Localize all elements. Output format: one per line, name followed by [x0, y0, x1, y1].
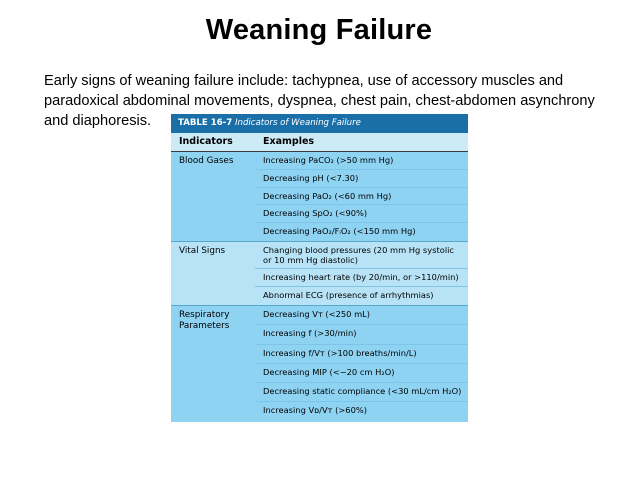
intro-paragraph: Early signs of weaning failure include: tachypnea, use of accessory muscles and paradoxical abdominal movements, dyspnea, chest pain, chest-abdomen asynchrony and diaphoresis.: [44, 73, 595, 129]
table-group-vital-signs: [171, 242, 468, 306]
table-number: TABLE 16-7: [178, 118, 233, 128]
example-item: Decreasing pH (<7.30): [255, 170, 468, 188]
header-examples: Examples: [263, 136, 315, 147]
header-indicators: Indicators: [179, 136, 233, 147]
table-caption: [171, 114, 468, 133]
example-item: Increasing Vᴅ/Vᴛ (>60%): [263, 405, 367, 416]
example-item: Increasing f (>30/min): [255, 325, 468, 344]
example-item: Increasing PaCO₂ (>50 mm Hg): [255, 152, 468, 170]
table-group-blood-gases: [171, 152, 468, 242]
example-item: Decreasing static compliance (<30 mL/cm H₂O): [255, 383, 468, 402]
indicator-label: Respiratory Parameters: [179, 310, 230, 331]
indicator-label: Vital Signs: [179, 246, 226, 256]
example-item: Increasing heart rate (by 20/min, or >110/min): [255, 269, 468, 287]
slide-title: Weaning Failure: [205, 14, 433, 46]
table-name: Indicators of Weaning Failure: [234, 118, 361, 128]
example-item: Decreasing PaO₂ (<60 mm Hg): [255, 188, 468, 206]
example-item: Decreasing SpO₂ (<90%): [255, 205, 468, 223]
indicators-table: [171, 114, 468, 421]
example-item: Decreasing Vᴛ (<250 mL): [255, 306, 468, 325]
example-item: Increasing f/Vᴛ (>100 breaths/min/L): [255, 345, 468, 364]
example-item: Decreasing MIP (<−20 cm H₂O): [255, 364, 468, 383]
example-item: Decreasing PaO₂/FᵢO₂ (<150 mm Hg): [263, 226, 416, 237]
indicator-label: Blood Gases: [179, 156, 234, 166]
table-group-respiratory-parameters: [171, 306, 468, 422]
table-header-row: [171, 133, 468, 152]
example-item: Changing blood pressures (20 mm Hg systolic or 10 mm Hg diastolic): [255, 242, 468, 269]
example-item: Abnormal ECG (presence of arrhythmias): [263, 290, 434, 301]
